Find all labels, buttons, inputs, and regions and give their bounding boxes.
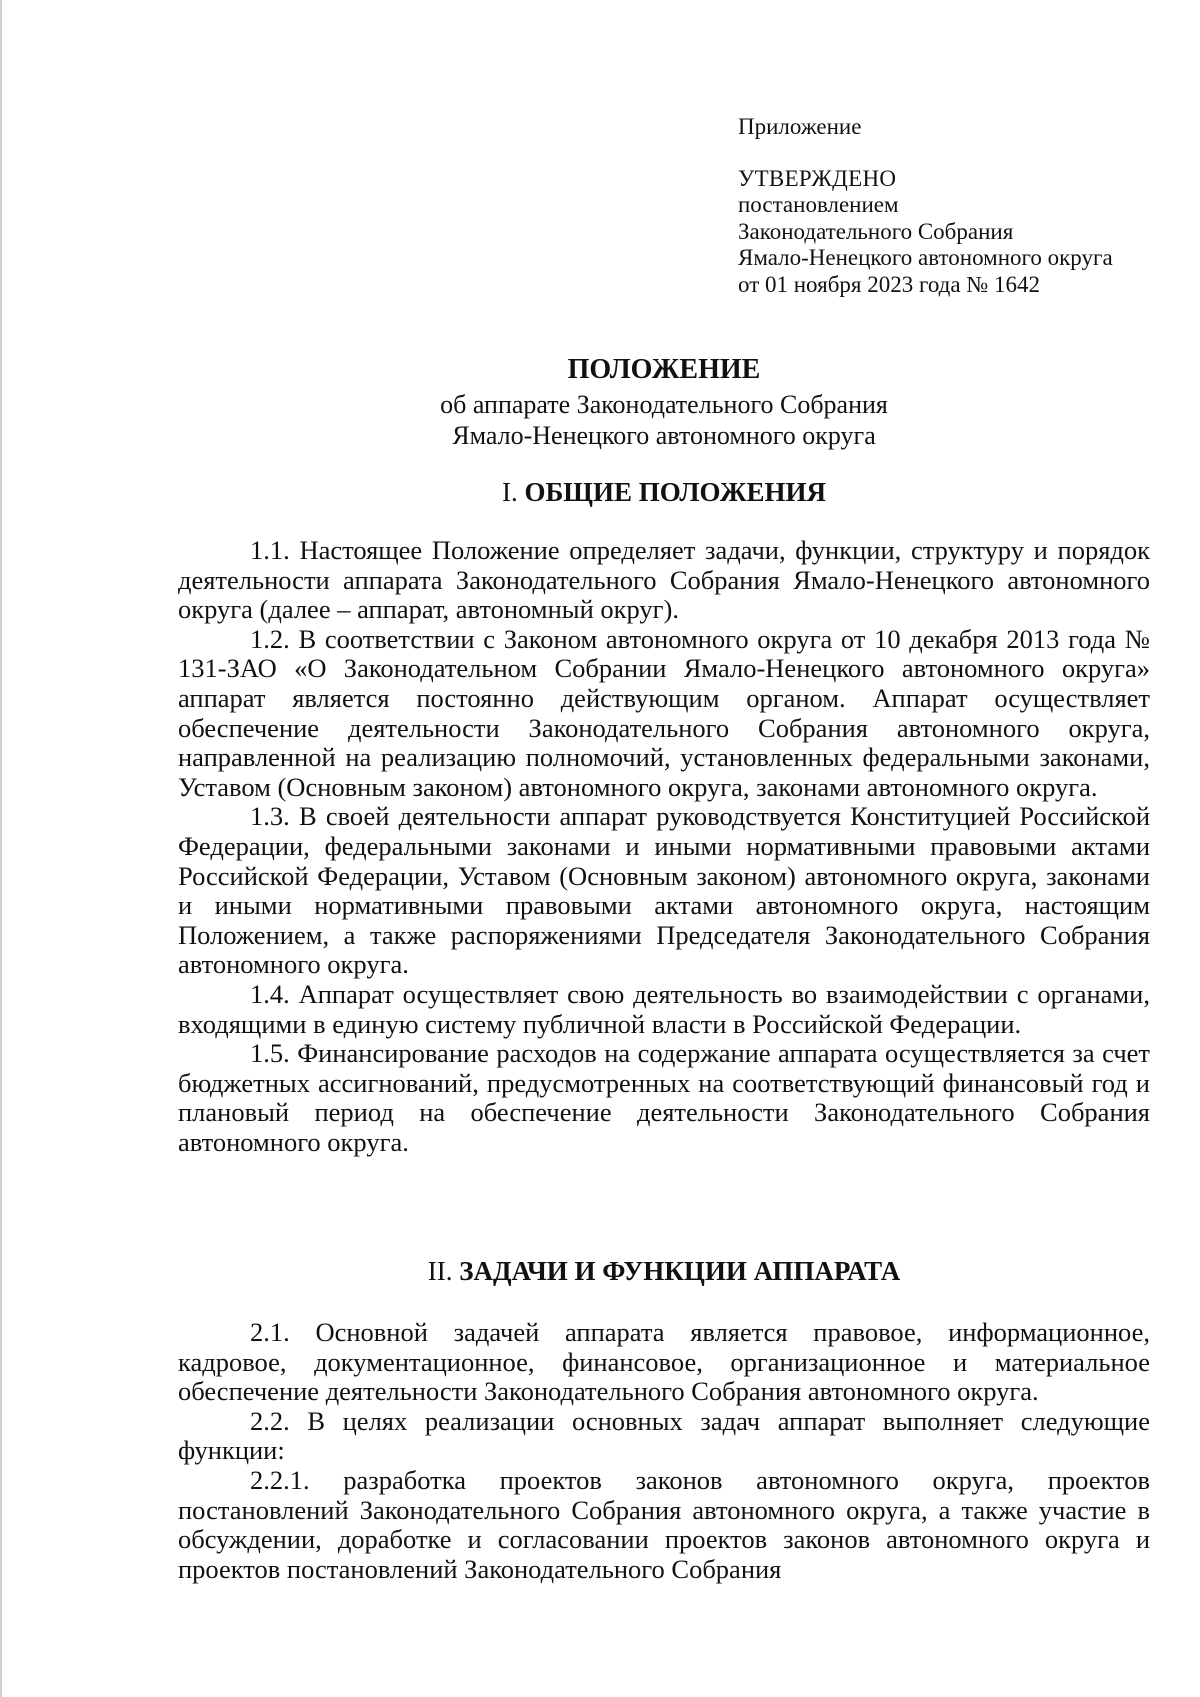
approval-line-1: постановлением (738, 192, 899, 217)
approval-line-4: от 01 ноября 2023 года № 1642 (738, 271, 1041, 297)
section-2-numeral: II. (427, 1256, 453, 1286)
section-1-numeral: I. (501, 477, 518, 507)
approved-label: УТВЕРЖДЕНО (738, 165, 897, 191)
approval-line-2: Законодательного Собрания (738, 218, 1014, 244)
paragraph-1-2: 1.2. В соответствии с Законом автономного округа от 10 декабря 2013 года № 131-ЗАО «О Законодательном Собрании Ямало-Ненецкого автономного округа» аппарат является постоянно действующим органом. Аппарат осуществляет обеспечение деятельности Законодательного Собрания автономного округа, направленной на реализацию полномочий, установленных федеральными законами, Уставом (Основным законом) автономного округа, законами автономного округа. (178, 623, 1150, 802)
section-1-body (178, 536, 1150, 1157)
paragraph-2-1: 2.1. Основной задачей аппарата является правовое, информационное, кадровое, документационное, финансовое, организационное и материальное обеспечение деятельности Законодательного Собрания автономного округа. (178, 1317, 1150, 1407)
document-subtitle-line-2: Ямало-Ненецкого автономного округа (452, 421, 876, 450)
paragraph-1-4: 1.4. Аппарат осуществляет свою деятельность во взаимодействии с органами, входящими в единую систему публичной власти в Российской Федерации. (178, 978, 1150, 1039)
paragraph-2-2-1: 2.2.1. разработка проектов законов автономного округа, проектов постановлений Законодательного Собрания автономного округа, а также участие в обсуждении, доработке и согласовании проектов законов автономного округа и проектов постановлений Законодательного Собрания (178, 1464, 1150, 1584)
section-1-heading (178, 476, 1150, 508)
document-title: ПОЛОЖЕНИЕ (567, 354, 761, 385)
document-subtitle-line-1: об аппарате Законодательного Собрания (440, 390, 888, 419)
section-2-title: ЗАДАЧИ И ФУНКЦИИ АППАРАТА (459, 1256, 901, 1286)
paragraph-1-1: 1.1. Настоящее Положение определяет задачи, функции, структуру и порядок деятельности аппарата Законодательного Собрания Ямало-Ненецкого автономного округа (далее – аппарат, автономный округ). (178, 535, 1150, 625)
appendix-label: Приложение (738, 114, 862, 139)
section-2-heading (178, 1255, 1150, 1287)
paragraph-1-5: 1.5. Финансирование расходов на содержание аппарата осуществляется за счет бюджетных ассигнований, предусмотренных на соответствующий финансовый год и плановый период на обеспечение деятельности Законодательного Собрания автономного округа. (178, 1038, 1150, 1157)
section-1-title: ОБЩИЕ ПОЛОЖЕНИЯ (524, 477, 827, 507)
section-2-body (178, 1318, 1150, 1584)
approval-line-3: Ямало-Ненецкого автономного округа (738, 245, 1113, 270)
document-subtitle (178, 389, 1150, 451)
paragraph-1-3: 1.3. В своей деятельности аппарат руководствуется Конституцией Российской Федерации, федеральными законами и иными нормативными правовыми актами Российской Федерации, Уставом (Основным законом) автономного округа, законами и иными нормативными правовыми актами автономного округа, настоящим Положением, а также распоряжениями Председателя Законодательного Собрания автономного округа. (178, 801, 1150, 980)
approval-stamp-block (738, 114, 1113, 298)
paragraph-2-2: 2.2. В целях реализации основных задач аппарат выполняет следующие функции: (178, 1405, 1150, 1466)
